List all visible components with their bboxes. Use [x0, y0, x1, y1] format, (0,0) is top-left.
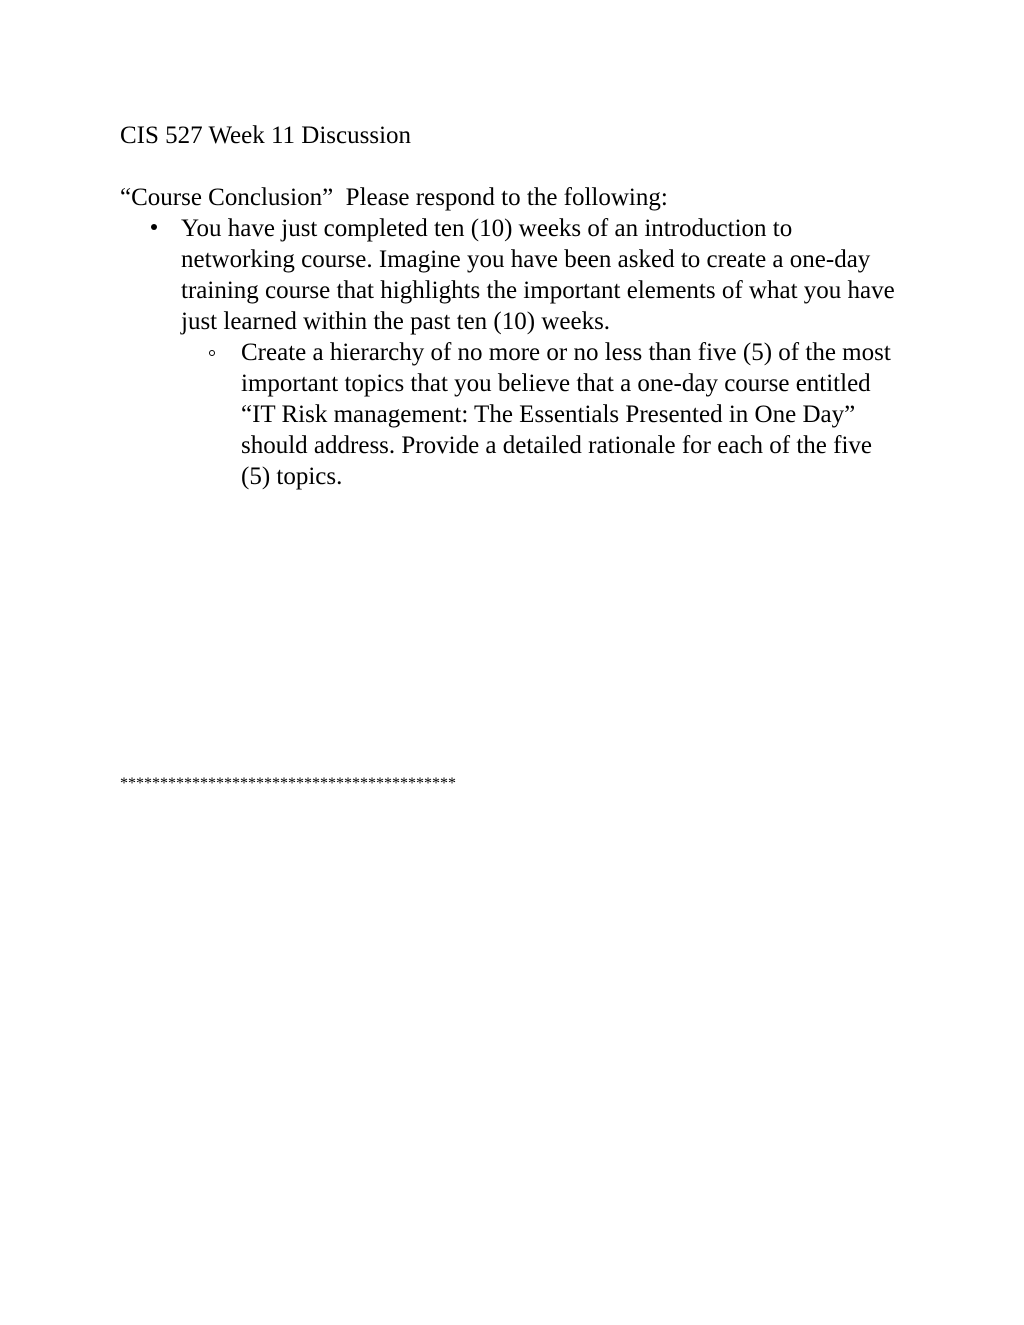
sub-bullet-marker — [209, 350, 215, 356]
discussion-prompt: “Course Conclusion” Please respond to the following: — [120, 184, 668, 211]
asterisk-separator: ****************************************** — [120, 775, 456, 792]
sub-bullet-item: Create a hierarchy of no more or no less than five (5) of the most important topics that you believe that a one-day course entitled “IT Risk management: The Essentials Presented in One Day” should address. Provide a detailed rationale for each of the five (5) topics. — [241, 339, 891, 490]
document-title: CIS 527 Week 11 Discussion — [120, 122, 412, 149]
bullet-item: You have just completed ten (10) weeks of an introduction to networking course. Imagine you have been asked to create a one-day training course that highlights the important elements of what you have just learned within the past ten (10) weeks. — [181, 215, 895, 335]
bullet-marker — [151, 224, 157, 230]
